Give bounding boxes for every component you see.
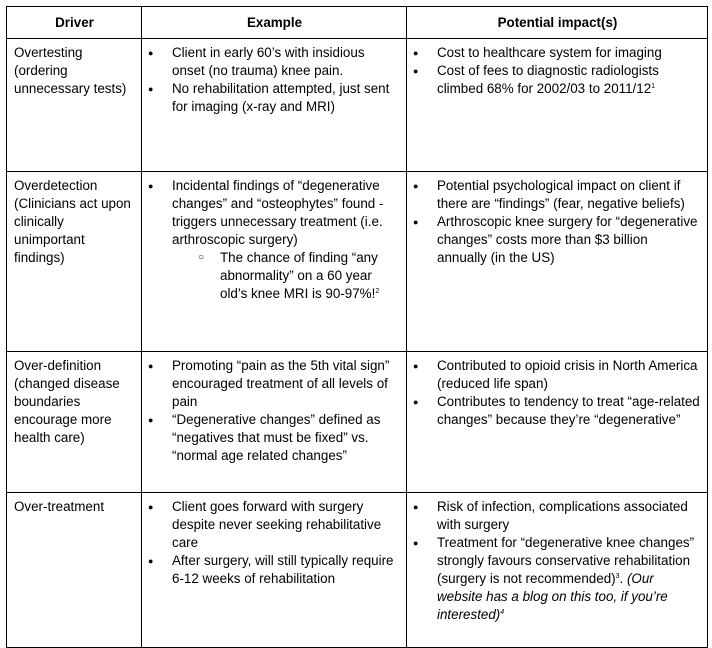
item-text: Incidental findings of “degenerative changes” and “osteophytes” found - triggers unnecessary treatment (i.e. arthroscopic surgery) (172, 178, 384, 247)
table-row (7, 493, 708, 648)
impact-cell (407, 172, 708, 352)
impact-cell (407, 493, 708, 648)
item-text-separator: . (619, 571, 627, 586)
header-example: Example (142, 7, 407, 39)
table-row (7, 352, 708, 493)
impact-cell (407, 39, 708, 172)
header-impact: Potential impact(s) (407, 7, 708, 39)
example-cell (142, 172, 407, 352)
list-item (437, 534, 701, 624)
blog-note: (Our website has a blog on this too, if you’re interested) (437, 571, 668, 622)
example-cell (142, 352, 407, 493)
example-cell (142, 39, 407, 172)
driver-cell: Overdetection (Clinicians act upon clinically unimportant findings) (7, 172, 142, 352)
impact-cell (407, 352, 708, 493)
header-driver: Driver (7, 7, 142, 39)
list-item: ● Cost to healthcare system for imaging (437, 44, 701, 62)
list-item (437, 62, 701, 98)
list-item: ● Contributed to opioid crisis in North America (reduced life span) (437, 357, 701, 393)
example-cell (142, 493, 407, 648)
list-item: ● Promoting “pain as the 5th vital sign” encouraged treatment of all levels of pain (172, 357, 400, 411)
table-row (7, 39, 708, 172)
header-row (7, 7, 708, 39)
list-item: ● Client in early 60’s with insidious onset (no trauma) knee pain. (172, 44, 400, 80)
table-row (7, 172, 708, 352)
list-item: ● No rehabilitation attempted, just sent for imaging (x-ray and MRI) (172, 80, 400, 116)
driver-cell: Over-treatment (7, 493, 142, 648)
item-text: The chance of finding “any abnormality” on a 60 year old’s knee MRI is 90-97%! (220, 250, 378, 301)
footnote-ref: 4 (500, 609, 505, 616)
list-item: ● “Degenerative changes” defined as “negatives that must be fixed” vs. “normal age related changes” (172, 411, 400, 465)
list-item: ● After surgery, will still typically require 6-12 weeks of rehabilitation (172, 552, 400, 588)
list-item: ● Client goes forward with surgery despite never seeking rehabilitative care (172, 498, 400, 552)
item-text: Treatment for “degenerative knee changes” strongly favours conservative rehabilitation (surgery is not recommended) (437, 535, 695, 586)
footnote-ref: 3 (615, 573, 620, 580)
drivers-table (6, 6, 708, 648)
list-item: ● Potential psychological impact on client if there are “findings” (fear, negative beliefs) (437, 177, 701, 213)
sub-list-item (220, 249, 400, 303)
list-item (172, 177, 400, 303)
list-item: ● Risk of infection, complications associated with surgery (437, 498, 701, 534)
driver-cell: Over-definition (changed disease boundaries encourage more health care) (7, 352, 142, 493)
list-item: ● Arthroscopic knee surgery for “degenerative changes” costs more than $3 billion annually (in the US) (437, 213, 701, 267)
list-item: ● Contributes to tendency to treat “age-related changes” because they’re “degenerative” (437, 393, 701, 429)
item-text: Cost of fees to diagnostic radiologists climbed 68% for 2002/03 to 2011/12 (437, 63, 659, 96)
footnote-ref: 2 (375, 288, 380, 295)
driver-cell: Overtesting (ordering unnecessary tests) (7, 39, 142, 172)
footnote-ref: 1 (651, 83, 656, 90)
